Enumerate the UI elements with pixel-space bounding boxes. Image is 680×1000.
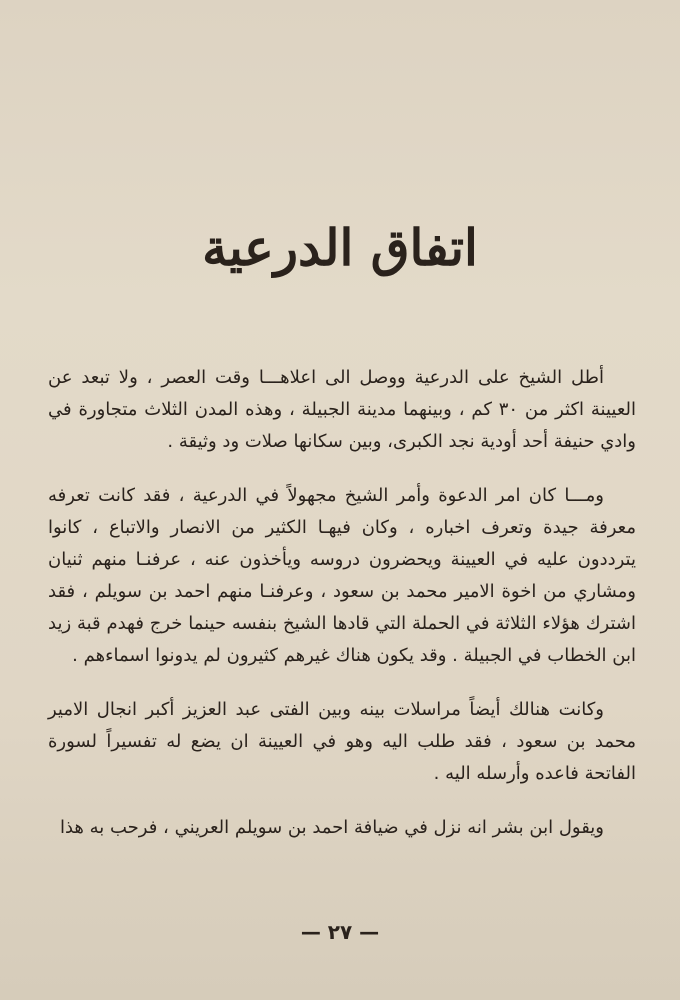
chapter-title: اتفاق الدرعية — [202, 218, 478, 277]
paragraph: وكانت هنالك أيضاً مراسلات بينه وبين الفتى عبد العزيز أكبر انجال الامير محمد بن سعود ، فقد طلب اليه وهو في العيينة ان يضع له تفسيراً لسورة الفاتحة فاعده وأرسله اليه . — [48, 699, 636, 784]
bleed-through-texture — [300, 0, 680, 60]
paragraph: أطل الشيخ على الدرعية ووصل الى اعلاهـــا وقت العصر ، ولا تبعد عن العيينة اكثر من ٣٠ كم ، وبينهما مدينة الجبيلة ، وهذه المدن الثلاث متجاورة في وادي حنيفة أحد أودية نجد الكبرى، وبين سكانها صلات ود وثيقة . — [48, 367, 636, 452]
paragraph: ويقول ابن بشر انه نزل في ضيافة احمد بن سويلم العريني ، فرحب به هذا — [59, 817, 604, 838]
page-number: — ٢٧ — — [300, 920, 380, 944]
body-text — [48, 362, 636, 866]
paragraph: ومـــا كان امر الدعوة وأمر الشيخ مجهولاً في الدرعية ، فقد كانت تعرفه معرفة جيدة وتعرف اخباره ، وكان فيهـا الكثير من الانصار والاتباع ، كانوا يترددون عليه في العيينة ويحضرون دروسه ويأخذون عنه ، عرفنـا منهم ثنيان ومشاري من اخوة الامير محمد بن سعود ، وعرفنـا منهم احمد بن سويلم ، فقد اشترك هؤلاء الثلاثة في الحملة التي قادها الشيخ بنفسه حينما خرج فهدم قبة زيد ابن الخطاب في الجبيلة . وقد يكون هناك غيرهم كثيرون لم يدونوا اسماءهم . — [48, 485, 636, 666]
